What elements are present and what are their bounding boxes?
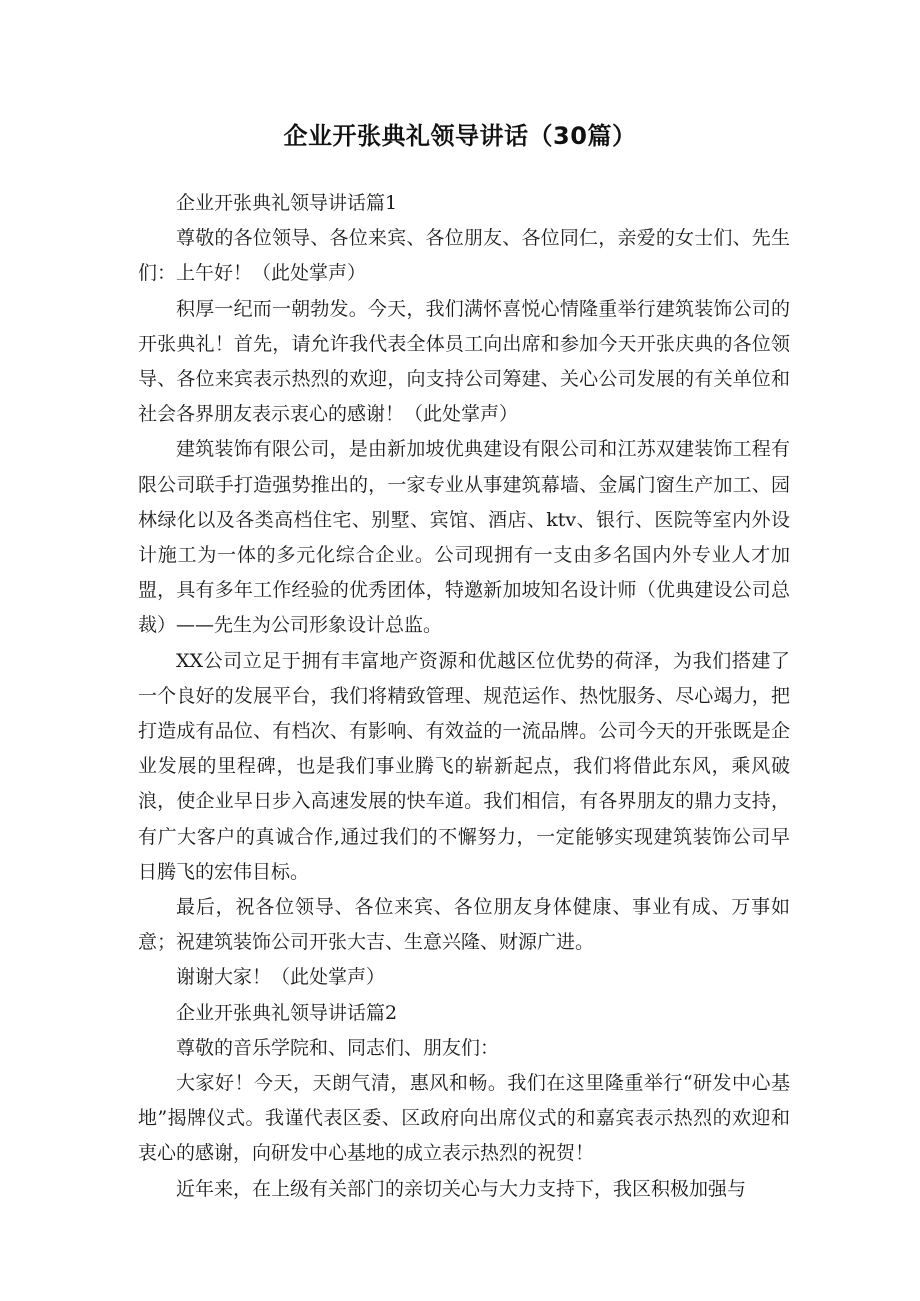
paragraph: 积厚一纪而一朝勃发。今天，我们满怀喜悦心情隆重举行建筑装饰公司的开张典礼！首先，请允许我代表全体员工向出席和参加今天开张庆典的各位领导、各位来宾表示热烈的欢迎，向支持公司筹建、关心公司发展的有关单位和社会各界朋友表示衷心的感谢！（此处掌声） <box>138 297 790 426</box>
paragraph: 最后，祝各位领导、各位来宾、各位朋友身体健康、事业有成、万事如意；祝建筑装饰公司开张大吉、生意兴隆、财源广进。 <box>138 896 790 954</box>
paragraph-salutation-1: 尊敬的各位领导、各位来宾、各位朋友、各位同仁，亲爱的女士们、先生们：上午好！（此处掌声） <box>138 227 790 285</box>
document-title: 企业开张典礼领导讲话（30篇） <box>283 122 637 150</box>
section-heading-1: 企业开张典礼领导讲话篇1 <box>176 192 398 214</box>
paragraph: 建筑装饰有限公司，是由新加坡优典建设有限公司和江苏双建装饰工程有限公司联手打造强势推出的，一家专业从事建筑幕墙、金属门窗生产加工、园林绿化以及各类高档住宅、别墅、宾馆、酒店、ktv、银行、医院等室内外设计施工为一体的多元化综合企业。公司现拥有一支由多名国内外专业人才加盟，具有多年工作经验的优秀团体，特邀新加坡知名设计师（优典建设公司总裁）——先生为公司形象设计总监。 <box>138 438 790 637</box>
paragraph: 近年来，在上级有关部门的亲切关心与大力支持下，我区积极加强与 <box>176 1177 747 1200</box>
paragraph-thanks: 谢谢大家！（此处掌声） <box>176 966 386 989</box>
paragraph: 大家好！今天，天朗气清，惠风和畅。我们在这里隆重举行“研发中心基地”揭牌仪式。我谨代表区委、区政府向出席仪式的和嘉宾表示热烈的欢迎和衷心的感谢，向研发中心基地的成立表示热烈的祝贺！ <box>138 1072 790 1165</box>
section-heading-2: 企业开张典礼领导讲话篇2 <box>176 1001 398 1024</box>
paragraph-salutation-2: 尊敬的音乐学院和、同志们、朋友们： <box>176 1036 500 1059</box>
paragraph: XX公司立足于拥有丰富地产资源和优越区位优势的荷泽，为我们搭建了一个良好的发展平台，我们将精致管理、规范运作、热忱服务、尽心竭力，把打造成有品位、有档次、有影响、有效益的一流品牌。公司今天的开张既是企业发展的里程碑，也是我们事业腾飞的崭新起点，我们将借此东风，乘风破浪，使企业早日步入高速发展的快车道。我们相信，有各界朋友的鼎力支持，有广大客户的真诚合作,通过我们的不懈努力，一定能够实现建筑装饰公司早日腾飞的宏伟目标。 <box>138 649 790 883</box>
document-body <box>138 186 790 1207</box>
